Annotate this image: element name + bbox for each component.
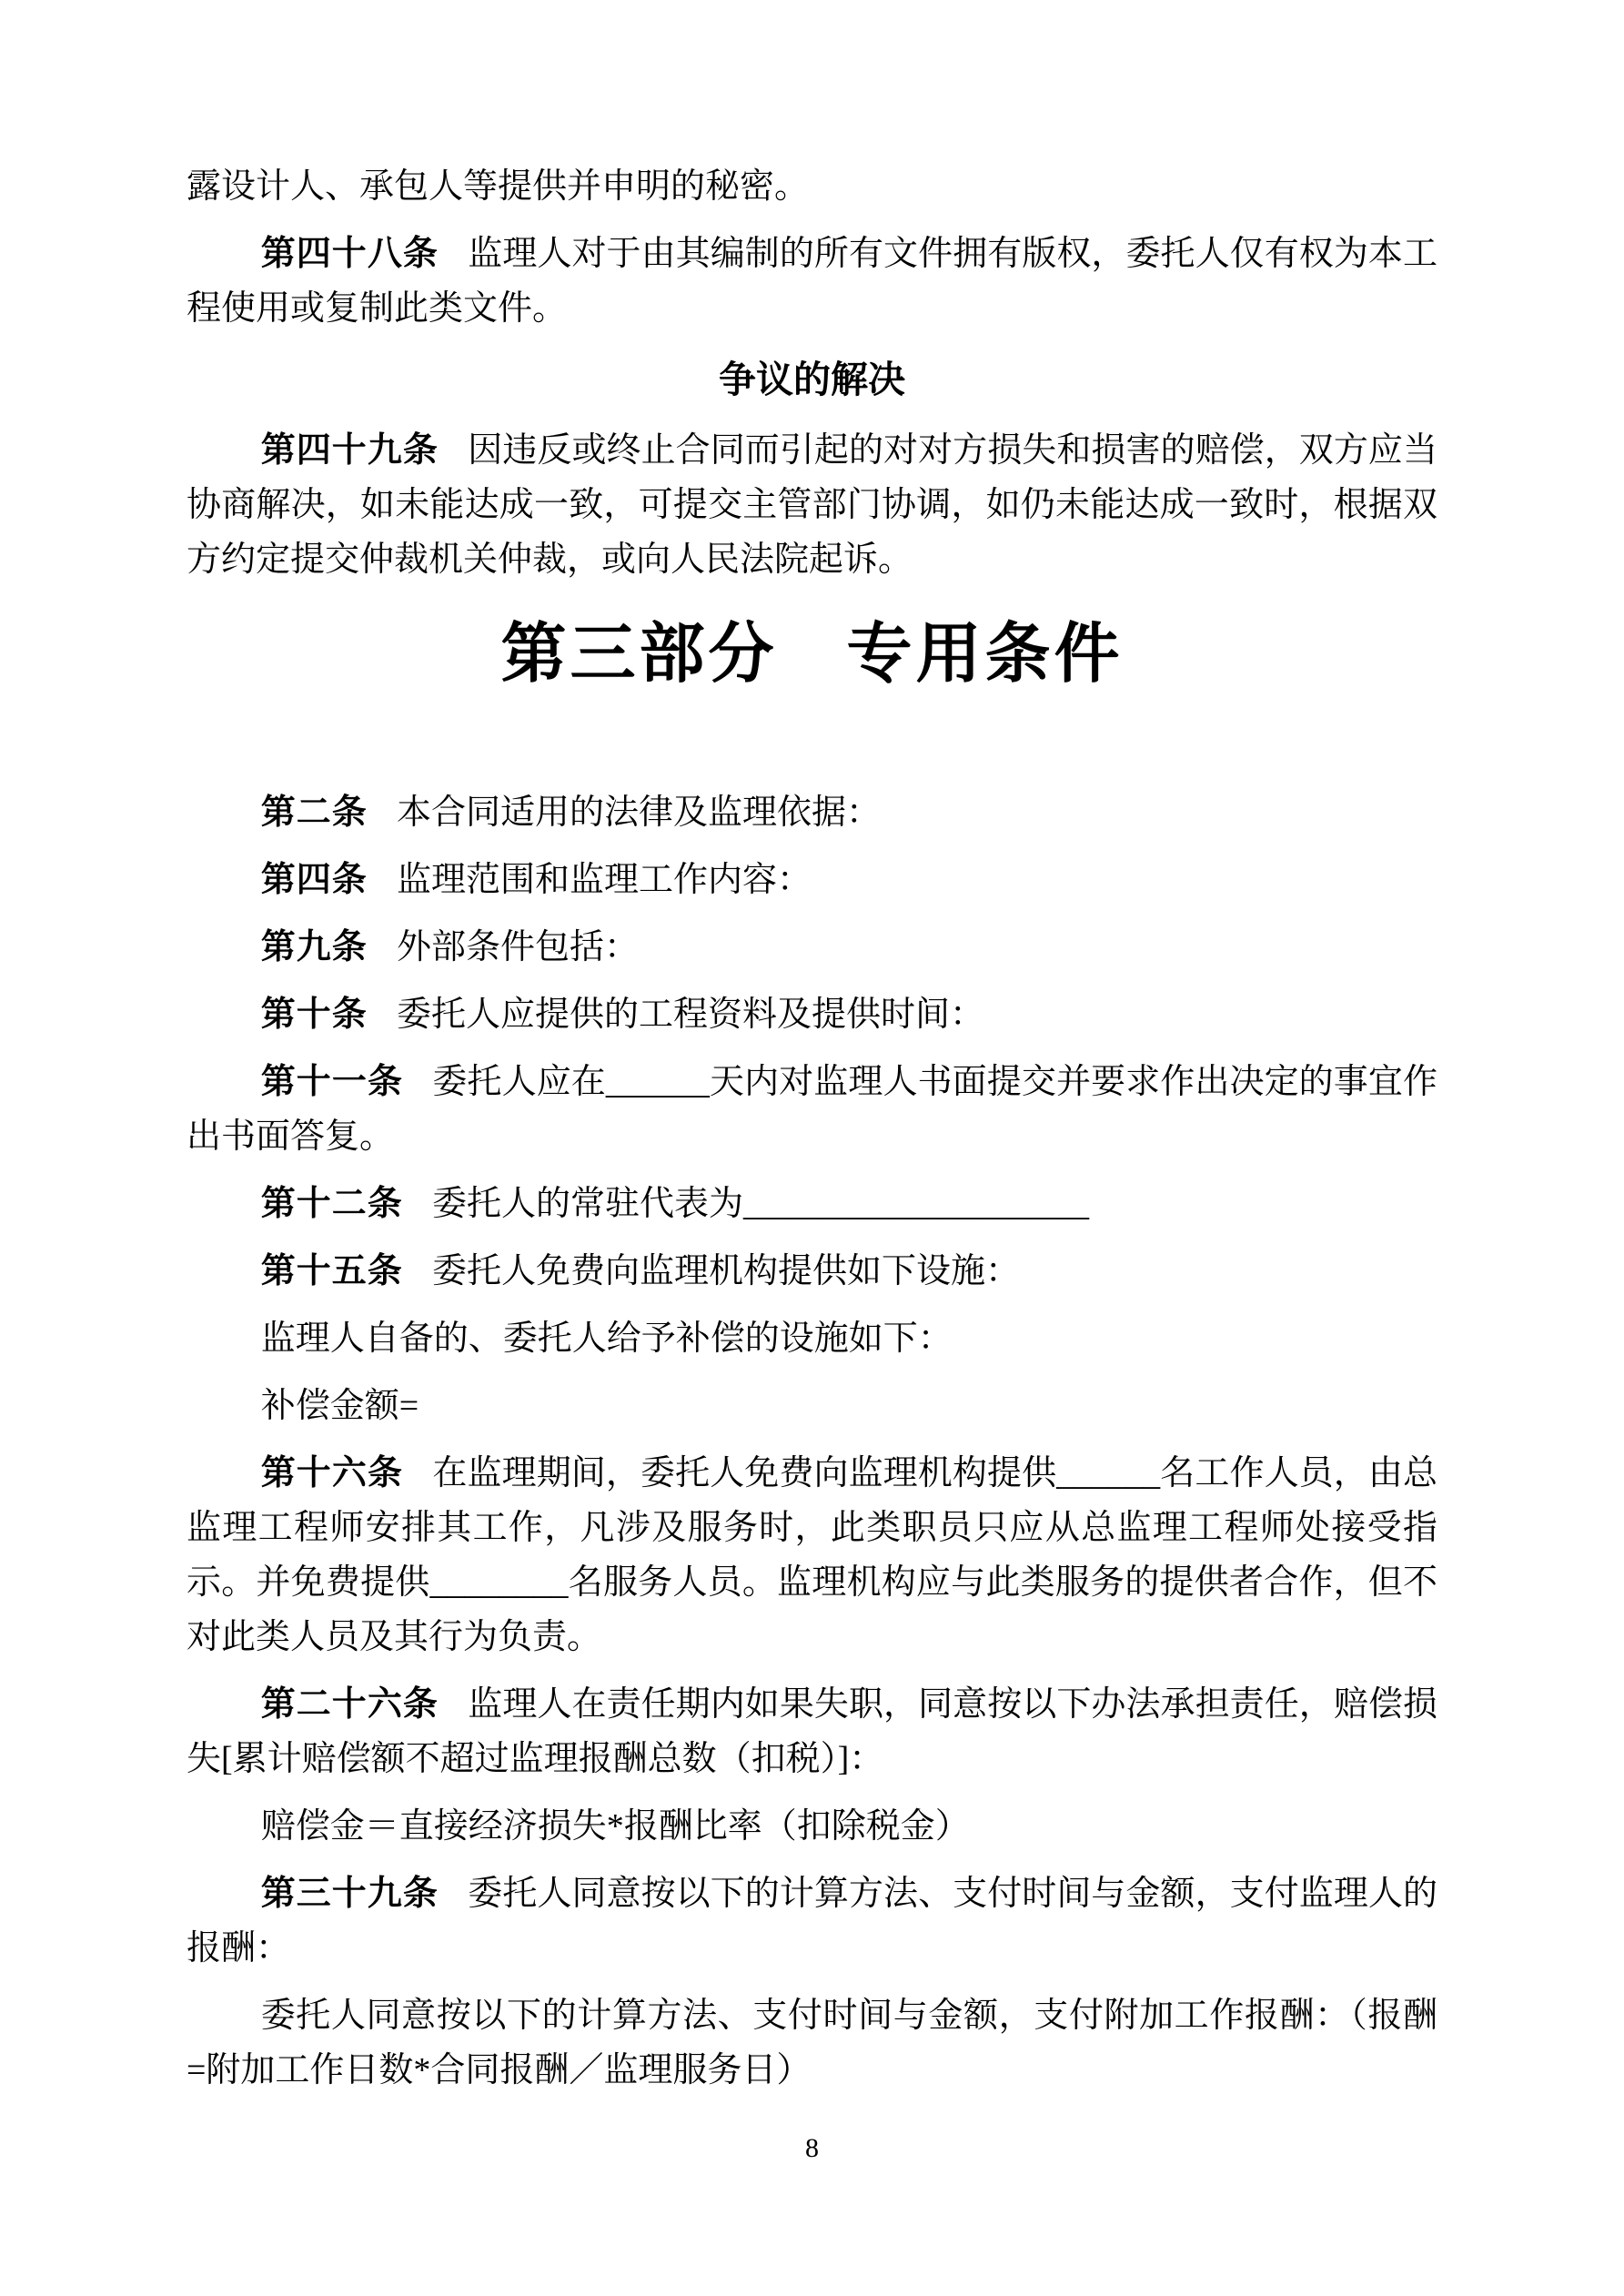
paragraph-text: 补偿金额= [260, 1387, 419, 1425]
article-11-label: 第十一条 [260, 1063, 404, 1101]
article-10 [187, 987, 1437, 1042]
paragraph-compensation-amount [187, 1379, 1437, 1433]
article-39-text: 委托人同意按以下的计算方法、支付时间与金额，支付监理人的报酬： [187, 1875, 1437, 1967]
article-9-label: 第九条 [260, 928, 368, 966]
article-15 [187, 1244, 1437, 1299]
paragraph-text: 赔偿金＝直接经济损失*报酬比率（扣除税金） [260, 1807, 970, 1846]
article-16-text: 在监理期间，委托人免费向监理机构提供______名工作人员，由总监理工程师安排其工作，凡涉及服务时，此类职员只应从总监理工程师处接受指示。并免费提供________名服务人员。监理机构应与此类服务的提供者合作，但不对此类人员及其行为负责。 [187, 1454, 1437, 1656]
article-4-label: 第四条 [260, 861, 368, 899]
article-12 [187, 1177, 1437, 1231]
article-26 [187, 1677, 1437, 1786]
article-26-label: 第二十六条 [260, 1685, 439, 1724]
article-2-label: 第二条 [260, 794, 368, 832]
paragraph-text: 委托人同意按以下的计算方法、支付时间与金额，支付附加工作报酬：（报酬=附加工作日数*合同报酬／监理服务日） [187, 1997, 1437, 2089]
article-15-label: 第十五条 [260, 1252, 403, 1290]
article-16-label: 第十六条 [260, 1454, 404, 1492]
paragraph-continuation [187, 159, 1437, 214]
article-12-text: 委托人的常驻代表为____________________ [432, 1185, 1090, 1223]
article-12-label: 第十二条 [260, 1185, 403, 1223]
paragraph-text: 监理人自备的、委托人给予补偿的设施如下： [260, 1320, 953, 1358]
article-48-text: 监理人对于由其编制的所有文件拥有版权，委托人仅有权为本工程使用或复制此类文件。 [187, 235, 1437, 328]
article-11-text: 委托人应在______天内对监理人书面提交并要求作出决定的事宜作出书面答复。 [187, 1063, 1437, 1156]
article-2-text: 本合同适用的法律及监理依据： [397, 794, 882, 832]
article-48-label: 第四十八条 [260, 235, 439, 273]
paragraph-self-provided-facilities [187, 1311, 1437, 1366]
article-10-label: 第十条 [260, 996, 368, 1034]
page-number: 8 [805, 2133, 819, 2163]
article-2 [187, 785, 1437, 840]
article-9 [187, 920, 1437, 975]
article-39-label: 第三十九条 [260, 1875, 439, 1913]
article-4 [187, 853, 1437, 907]
article-26-text: 监理人在责任期内如果失职，同意按以下办法承担责任，赔偿损失[累计赔偿额不超过监理报酬总数（扣税）]： [187, 1685, 1437, 1778]
article-9-text: 外部条件包括： [397, 928, 640, 966]
part-three-title: 第三部分 专用条件 [500, 618, 1124, 691]
article-15-text: 委托人免费向监理机构提供如下设施： [432, 1252, 1021, 1290]
article-16 [187, 1446, 1437, 1664]
article-49-label: 第四十九条 [260, 431, 439, 470]
article-11 [187, 1055, 1437, 1164]
paragraph-text: 露设计人、承包人等提供并申明的秘密。 [187, 167, 810, 206]
paragraph-compensation-formula [187, 1799, 1437, 1854]
dispute-resolution-heading: 争议的解决 [719, 359, 905, 400]
article-4-text: 监理范围和监理工作内容： [397, 861, 812, 899]
article-49 [187, 423, 1437, 587]
paragraph-additional-work-payment [187, 1988, 1437, 2098]
article-10-text: 委托人应提供的工程资料及提供时间： [397, 996, 985, 1034]
article-48 [187, 227, 1437, 336]
article-39 [187, 1866, 1437, 1976]
article-49-text: 因违反或终止合同而引起的对对方损失和损害的赔偿，双方应当协商解决，如未能达成一致，可提交主管部门协调，如仍未能达成一致时，根据双方约定提交仲裁机关仲裁，或向人民法院起诉。 [187, 431, 1437, 579]
